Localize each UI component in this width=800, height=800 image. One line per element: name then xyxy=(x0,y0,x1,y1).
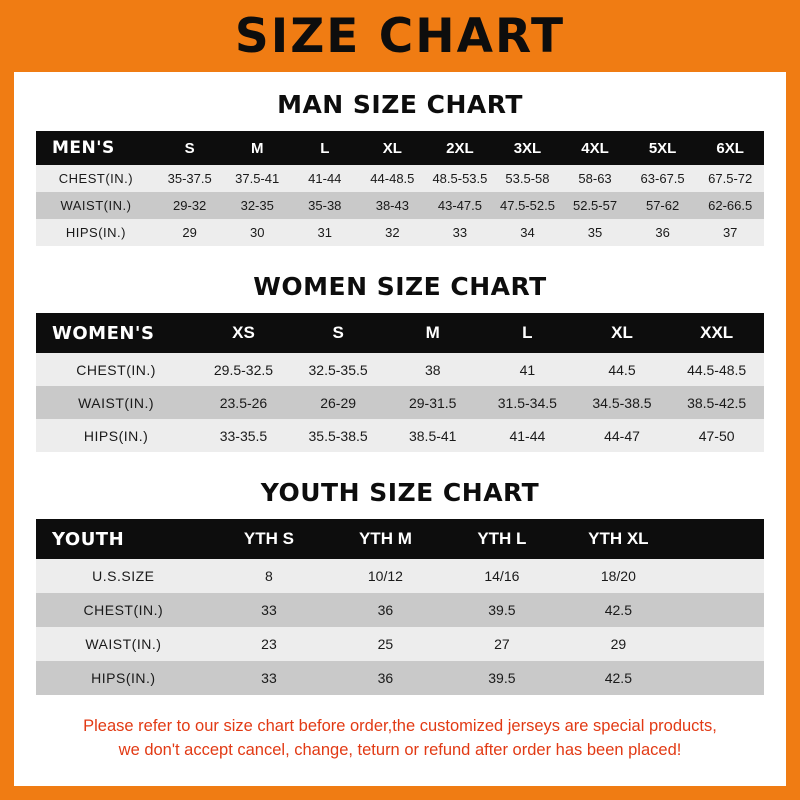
youth-section-title: YOUTH SIZE CHART xyxy=(260,478,540,507)
column-header: 6XL xyxy=(716,139,744,157)
table-cell: 34 xyxy=(520,225,535,240)
table-cell: 33 xyxy=(261,670,277,686)
table-cell: 52.5-57 xyxy=(572,198,618,213)
column-header: YTH M xyxy=(358,529,412,548)
table-row xyxy=(36,419,764,452)
table-cell: 31.5-34.5 xyxy=(497,394,557,411)
table-cell: 39.5 xyxy=(488,602,516,618)
column-header: 4XL xyxy=(581,139,609,157)
column-header-spacer xyxy=(677,519,764,559)
row-label: HIPS(IN.) xyxy=(65,225,126,240)
column-header: YTH S xyxy=(243,529,294,548)
table-cell: 18/20 xyxy=(600,568,636,584)
man-size-table xyxy=(36,131,764,246)
table-cell: 63-67.5 xyxy=(640,171,685,186)
bottom-accent-bar xyxy=(14,786,786,800)
table-cell: 32-35 xyxy=(240,198,274,213)
column-header: 3XL xyxy=(513,139,542,157)
table-row xyxy=(36,559,764,593)
table-cell: 33 xyxy=(261,602,277,618)
page-title: SIZE CHART xyxy=(234,8,566,64)
table-cell: 27 xyxy=(494,636,510,652)
table-cell: 37.5-41 xyxy=(235,171,280,186)
column-header: XS xyxy=(232,323,255,342)
table-cell: 30 xyxy=(249,225,265,240)
banner xyxy=(14,0,786,72)
table-row xyxy=(36,219,764,246)
table-header-row xyxy=(36,519,764,559)
column-header: YOUTH xyxy=(52,528,125,550)
table-row xyxy=(36,353,764,386)
row-label: WAIST(IN.) xyxy=(85,636,162,652)
table-cell: 33 xyxy=(452,225,468,240)
table-cell: 48.5-53.5 xyxy=(432,171,488,186)
table-cell: 35-37.5 xyxy=(167,171,212,186)
table-cell: 10/12 xyxy=(367,568,403,584)
table-cell: 26-29 xyxy=(320,394,357,411)
content xyxy=(14,90,786,763)
table-cell-spacer xyxy=(677,559,764,593)
table-cell: 44-47 xyxy=(604,427,640,444)
table-cell: 41 xyxy=(519,361,536,378)
row-label: U.S.SIZE xyxy=(92,568,155,584)
column-header: L xyxy=(320,139,330,157)
column-header: S xyxy=(184,139,195,157)
table-cell: 38-43 xyxy=(375,198,409,213)
table-cell: 53.5-58 xyxy=(505,171,550,186)
table-cell: 41-44 xyxy=(509,427,546,444)
table-cell: 38 xyxy=(424,361,441,378)
row-label: WAIST(IN.) xyxy=(78,394,155,411)
table-cell: 36 xyxy=(377,670,394,686)
table-cell: 35-38 xyxy=(308,198,342,213)
table-cell: 44-48.5 xyxy=(370,171,415,186)
row-label: HIPS(IN.) xyxy=(91,670,156,686)
column-header: S xyxy=(332,323,344,342)
table-header-row xyxy=(36,313,764,353)
table-row xyxy=(36,661,764,695)
column-header: M xyxy=(425,323,440,342)
table-cell: 36 xyxy=(377,602,394,618)
row-label: CHEST(IN.) xyxy=(83,602,164,618)
column-header: 2XL xyxy=(446,139,474,157)
column-header: WOMEN'S xyxy=(52,322,155,344)
column-header: MEN'S xyxy=(52,138,115,158)
table-cell: 14/16 xyxy=(484,568,520,584)
column-header: M xyxy=(250,139,264,157)
table-cell: 41-44 xyxy=(308,171,342,186)
column-header: XXL xyxy=(700,323,734,342)
table-cell: 42.5 xyxy=(604,602,632,618)
table-cell: 42.5 xyxy=(604,670,632,686)
table-cell: 58-63 xyxy=(578,171,612,186)
table-cell: 33-35.5 xyxy=(219,427,268,444)
row-label: HIPS(IN.) xyxy=(83,427,149,444)
column-header: 5XL xyxy=(648,139,677,157)
table-cell-spacer xyxy=(677,593,764,627)
man-section-title: MAN SIZE CHART xyxy=(277,90,523,119)
table-cell: 37 xyxy=(722,225,738,240)
column-header: YTH XL xyxy=(588,529,649,548)
table-cell: 32 xyxy=(385,225,400,240)
table-row xyxy=(36,627,764,661)
table-cell: 38.5-41 xyxy=(408,427,457,444)
table-cell: 44.5-48.5 xyxy=(687,361,747,378)
table-cell: 32.5-35.5 xyxy=(308,361,368,378)
women-section-title: WOMEN SIZE CHART xyxy=(253,272,547,301)
table-cell: 39.5 xyxy=(488,670,516,686)
table-cell: 44.5 xyxy=(608,361,636,378)
table-cell: 38.5-42.5 xyxy=(687,394,747,411)
order-notice-line-2: we don't accept cancel, change, teturn or refund after order has been placed! xyxy=(118,740,682,759)
table-cell: 8 xyxy=(265,568,273,584)
table-row xyxy=(36,165,764,192)
table-cell: 36 xyxy=(655,225,670,240)
table-cell: 29.5-32.5 xyxy=(213,361,274,378)
table-cell-spacer xyxy=(677,661,764,695)
table-cell: 29-32 xyxy=(173,198,207,213)
column-header: L xyxy=(522,323,533,342)
table-cell: 43-47.5 xyxy=(437,198,482,213)
table-cell: 23.5-26 xyxy=(219,394,268,411)
table-cell: 23 xyxy=(261,636,277,652)
table-cell-spacer xyxy=(677,627,764,661)
row-label: CHEST(IN.) xyxy=(58,171,134,186)
table-cell: 29-31.5 xyxy=(408,394,457,411)
table-cell: 25 xyxy=(377,636,394,652)
column-header: XL xyxy=(611,323,633,342)
column-header: YTH L xyxy=(477,529,527,548)
order-notice-line-1: Please refer to our size chart before order,the customized jerseys are special products, xyxy=(83,717,717,735)
table-cell: 67.5-72 xyxy=(708,171,753,186)
table-cell: 57-62 xyxy=(645,198,680,213)
table-cell: 35 xyxy=(587,225,603,240)
table-header-row xyxy=(36,131,764,165)
table-row xyxy=(36,192,764,219)
table-cell: 35.5-38.5 xyxy=(308,427,368,444)
women-size-table xyxy=(36,313,764,452)
table-row xyxy=(36,593,764,627)
row-label: CHEST(IN.) xyxy=(76,361,156,378)
table-cell: 62-66.5 xyxy=(708,198,753,213)
row-label: WAIST(IN.) xyxy=(60,198,132,213)
table-cell: 31 xyxy=(317,225,333,240)
table-cell: 34.5-38.5 xyxy=(592,394,652,411)
youth-size-table xyxy=(36,519,764,695)
table-cell: 29 xyxy=(182,225,197,240)
table-cell: 47-50 xyxy=(698,427,735,444)
table-row xyxy=(36,386,764,419)
table-cell: 29 xyxy=(610,636,627,652)
table-cell: 47.5-52.5 xyxy=(500,198,555,213)
column-header: XL xyxy=(382,139,402,157)
order-notice xyxy=(36,715,764,763)
